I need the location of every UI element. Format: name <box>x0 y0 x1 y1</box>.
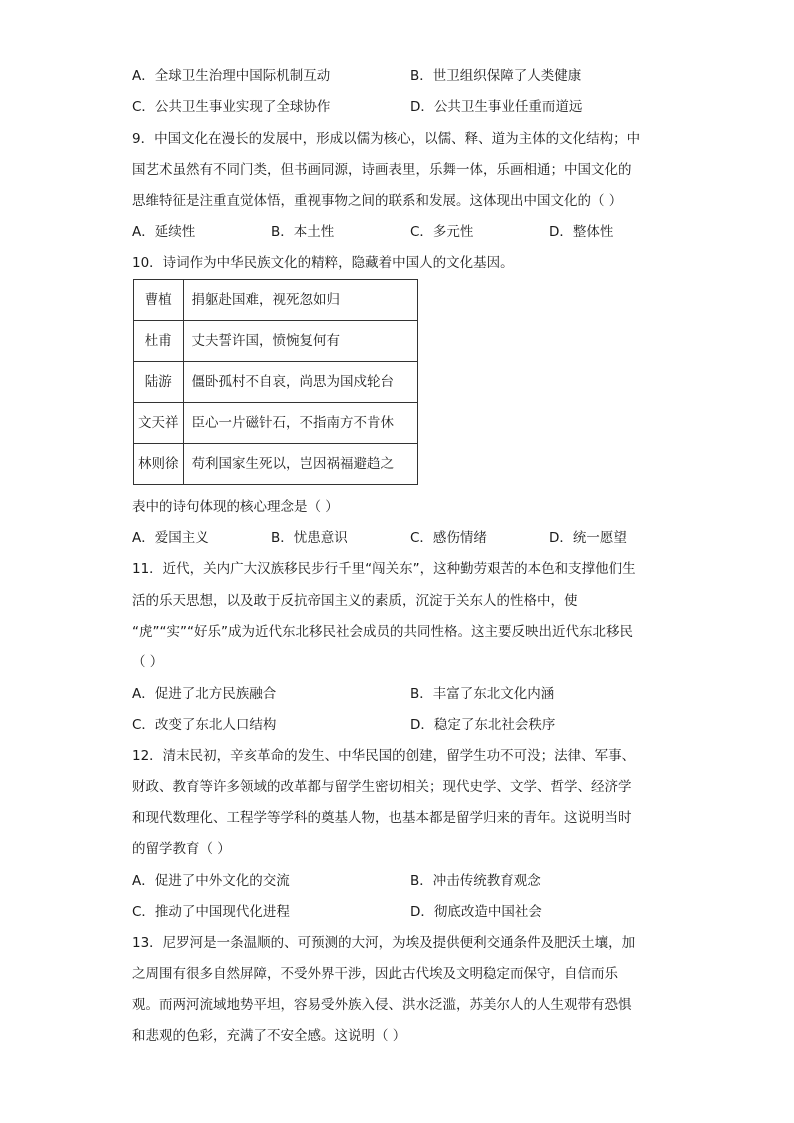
q13-stem-line-3: 观。而两河流域地势平坦，容易受外族入侵、洪水泛滥，苏美尔人的人生观带有恐惧 <box>132 997 632 1013</box>
table-row <box>134 444 418 485</box>
table-row <box>134 362 418 403</box>
table-row <box>134 280 418 321</box>
poet-cell: 文天祥 <box>134 403 184 444</box>
verse-cell: 僵卧孤村不自哀，尚思为国戍轮台 <box>183 362 418 403</box>
q11-option-c: C．改变了东北人口结构 <box>132 717 277 733</box>
q8-option-c: C．公共卫生事业实现了全球协作 <box>132 99 331 115</box>
table-row <box>134 321 418 362</box>
q13-stem-line-1: 13．尼罗河是一条温顺的、可预测的大河，为埃及提供便利交通条件及肥沃土壤，加 <box>132 935 636 951</box>
q11-option-a: A．促进了北方民族融合 <box>132 686 277 702</box>
q13-stem-line-4: 和悲观的色彩，充满了不安全感。这说明（ ） <box>132 1028 407 1044</box>
q9-option-c: C．多元性 <box>410 224 474 240</box>
q12-stem-line-1: 12．清末民初，辛亥革命的发生、中华民国的创建，留学生功不可没；法律、军事、 <box>132 748 636 764</box>
poet-cell: 曹植 <box>134 280 184 321</box>
verse-cell: 苟利国家生死以，岂因祸福避趋之 <box>183 444 418 485</box>
verse-cell: 臣心一片磁针石，不指南方不肯休 <box>183 403 418 444</box>
poem-table <box>133 279 418 485</box>
q8-option-b: B．世卫组织保障了人类健康 <box>410 68 582 84</box>
q12-stem-line-4: 的留学教育（ ） <box>132 841 231 857</box>
q11-stem-line-2: 活的乐天思想，以及敢于反抗帝国主义的素质，沉淀于关东人的性格中，使 <box>132 593 578 609</box>
q10-question: 表中的诗句体现的核心理念是（ ） <box>132 499 339 515</box>
q9-option-a: A．延续性 <box>132 224 196 240</box>
q9-option-d: D．整体性 <box>549 224 614 240</box>
poet-cell: 陆游 <box>134 362 184 403</box>
poet-cell: 林则徐 <box>134 444 184 485</box>
verse-cell: 丈夫誓许国，愤惋复何有 <box>183 321 418 362</box>
q9-stem-line-2: 国艺术虽然有不同门类，但书画同源，诗画表里，乐舞一体，乐画相通；中国文化的 <box>132 162 632 178</box>
verse-cell: 捐躯赴国难，视死忽如归 <box>183 280 418 321</box>
q11-stem-line-3: “虎”“实”“好乐”成为近代东北移民社会成员的共同性格。这主要反映出近代东北移民 <box>132 624 633 640</box>
q11-option-d: D．稳定了东北社会秩序 <box>410 717 556 733</box>
q12-option-a: A．促进了中外文化的交流 <box>132 873 290 889</box>
q9-stem-line-3: 思维特征是注重直觉体悟，重视事物之间的联系和发展。这体现出中国文化的（ ） <box>132 193 623 209</box>
q12-option-d: D．彻底改造中国社会 <box>410 904 542 920</box>
q8-option-a: A．全球卫生治理中国际机制互动 <box>132 68 331 84</box>
q10-stem: 10．诗词作为中华民族文化的精粹，隐藏着中国人的文化基因。 <box>132 255 514 271</box>
q10-option-b: B．忧患意识 <box>271 530 348 546</box>
q11-option-b: B．丰富了东北文化内涵 <box>410 686 555 702</box>
q9-stem-line-1: 9．中国文化在漫长的发展中，形成以儒为核心，以儒、释、道为主体的文化结构；中 <box>132 131 641 147</box>
q12-option-b: B．冲击传统教育观念 <box>410 873 541 889</box>
table-row <box>134 403 418 444</box>
q12-stem-line-3: 和现代数理化、工程学等学科的奠基人物，也基本都是留学归来的青年。这说明当时 <box>132 810 632 826</box>
q13-stem-line-2: 之周围有很多自然屏障，不受外界干涉，因此古代埃及文明稳定而保守，自信而乐 <box>132 966 618 982</box>
q12-stem-line-2: 财政、教育等许多领域的改革都与留学生密切相关；现代史学、文学、哲学、经济学 <box>132 779 632 795</box>
q10-option-c: C．感伤情绪 <box>410 530 487 546</box>
q11-stem-line-4: （ ） <box>132 654 164 670</box>
poet-cell: 杜甫 <box>134 321 184 362</box>
q11-stem-line-1: 11．近代，关内广大汉族移民步行千里“闯关东”，这种勤劳艰苦的本色和支撑他们生 <box>132 561 636 577</box>
q12-option-c: C．推动了中国现代化进程 <box>132 904 290 920</box>
q10-option-a: A．爱国主义 <box>132 530 209 546</box>
q10-option-d: D．统一愿望 <box>549 530 627 546</box>
q9-option-b: B．本土性 <box>271 224 335 240</box>
q8-option-d: D．公共卫生事业任重而道远 <box>410 99 583 115</box>
